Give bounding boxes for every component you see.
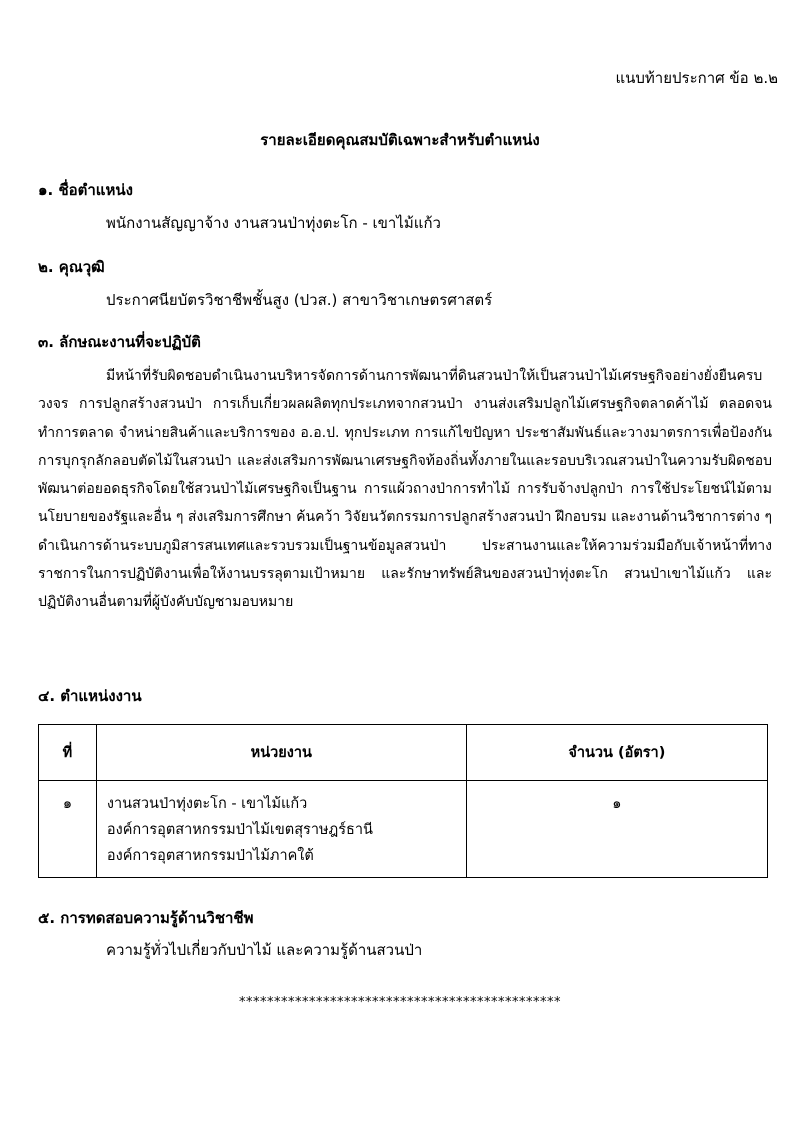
cell-unit (96, 781, 466, 878)
cell-count: ๑ (466, 781, 767, 878)
qualification-text: ประกาศนียบัตรวิชาชีพชั้นสูง (ปวส.) สาขาวิชาเกษตรศาสตร์ (106, 291, 493, 309)
unit-line-2: องค์การอุตสาหกรรมป่าไม้เขตสุราษฎร์ธานี (106, 822, 373, 838)
unit-line-3: องค์การอุตสาหกรรมป่าไม้ภาคใต้ (106, 848, 314, 864)
header-count: จำนวน (อัตรา) (466, 725, 767, 781)
end-divider: ********************************************** (239, 995, 561, 1010)
table-row (39, 781, 768, 878)
unit-line-1: งานสวนป่าทุ่งตะโก - เขาไม้แก้ว (106, 796, 308, 812)
section-3-heading: ๓. ลักษณะงานที่จะปฏิบัติ (38, 333, 201, 351)
annex-note: แนบท้ายประกาศ ข้อ ๒.๒ (615, 69, 778, 87)
table-header-row (39, 725, 768, 781)
section-2-heading: ๒. คุณวุฒิ (38, 258, 105, 276)
section-5-heading: ๕. การทดสอบความรู้ด้านวิชาชีพ (38, 909, 254, 927)
section-4-heading: ๔. ตำแหน่งงาน (38, 687, 142, 705)
position-table (38, 724, 768, 878)
header-no: ที่ (39, 725, 97, 781)
section-1-heading: ๑. ชื่อตำแหน่ง (38, 181, 133, 199)
document-title: รายละเอียดคุณสมบัติเฉพาะสำหรับตำแหน่ง (260, 131, 540, 149)
cell-no: ๑ (39, 781, 97, 878)
position-name: พนักงานสัญญาจ้าง งานสวนป่าทุ่งตะโก - เขาไม้แก้ว (106, 214, 441, 232)
job-description-paragraph: มีหน้าที่รับผิดชอบดำเนินงานบริหารจัดการด้านการพัฒนาที่ดินสวนป่าให้เป็นสวนป่าไม้เศรษฐกิจอย่างยั่งยืนครบวงจร การปลูกสร้างสวนป่า การเก็บเกี่ยวผลผลิตทุกประเภทจากสวนป่า งานส่งเสริมปลูกไม้เศรษฐกิจตลาดค้าไม้ ตลอดจนทำการตลาด จำหน่ายสินค้าและบริการของ อ.อ.ป. ทุกประเภท การแก้ไขปัญหา ประชาสัมพันธ์และวางมาตรการเพื่อป้องกันการบุกรุกลักลอบตัดไม้ในสวนป่า และส่งเสริมการพัฒนาเศรษฐกิจท้องถิ่นทั้งภายในและรอบบริเวณสวนป่าในความรับผิดชอบ พัฒนาต่อยอดธุรกิจโดยใช้สวนป่าไม้เศรษฐกิจเป็นฐาน การแผ้วถางป่าการทำไม้ การรับจ้างปลูกป่า การใช้ประโยชน์ไม้ตามนโยบายของรัฐและอื่น ๆ ส่งเสริมการศึกษา ค้นคว้า วิจัยนวัตกรรมการปลูกสร้างสวนป่า ฝึกอบรม และงานด้านวิชาการต่าง ๆ ดำเนินการด้านระบบภูมิสารสนเทศและรวบรวมเป็นฐานข้อมูลสวนป่า ประสานงานและให้ความร่วมมือกับเจ้าหน้าที่ทางราชการในการปฏิบัติงานเพื่อให้งานบรรลุตามเป้าหมาย และรักษาทรัพย์สินของสวนป่าทุ่งตะโก สวนป่าเขาไม้แก้ว และปฏิบัติงานอื่นตามที่ผู้บังคับบัญชามอบหมาย (38, 368, 772, 611)
header-unit: หน่วยงาน (96, 725, 466, 781)
test-description: ความรู้ทั่วไปเกี่ยวกับป่าไม้ และความรู้ด้านสวนป่า (106, 941, 423, 959)
